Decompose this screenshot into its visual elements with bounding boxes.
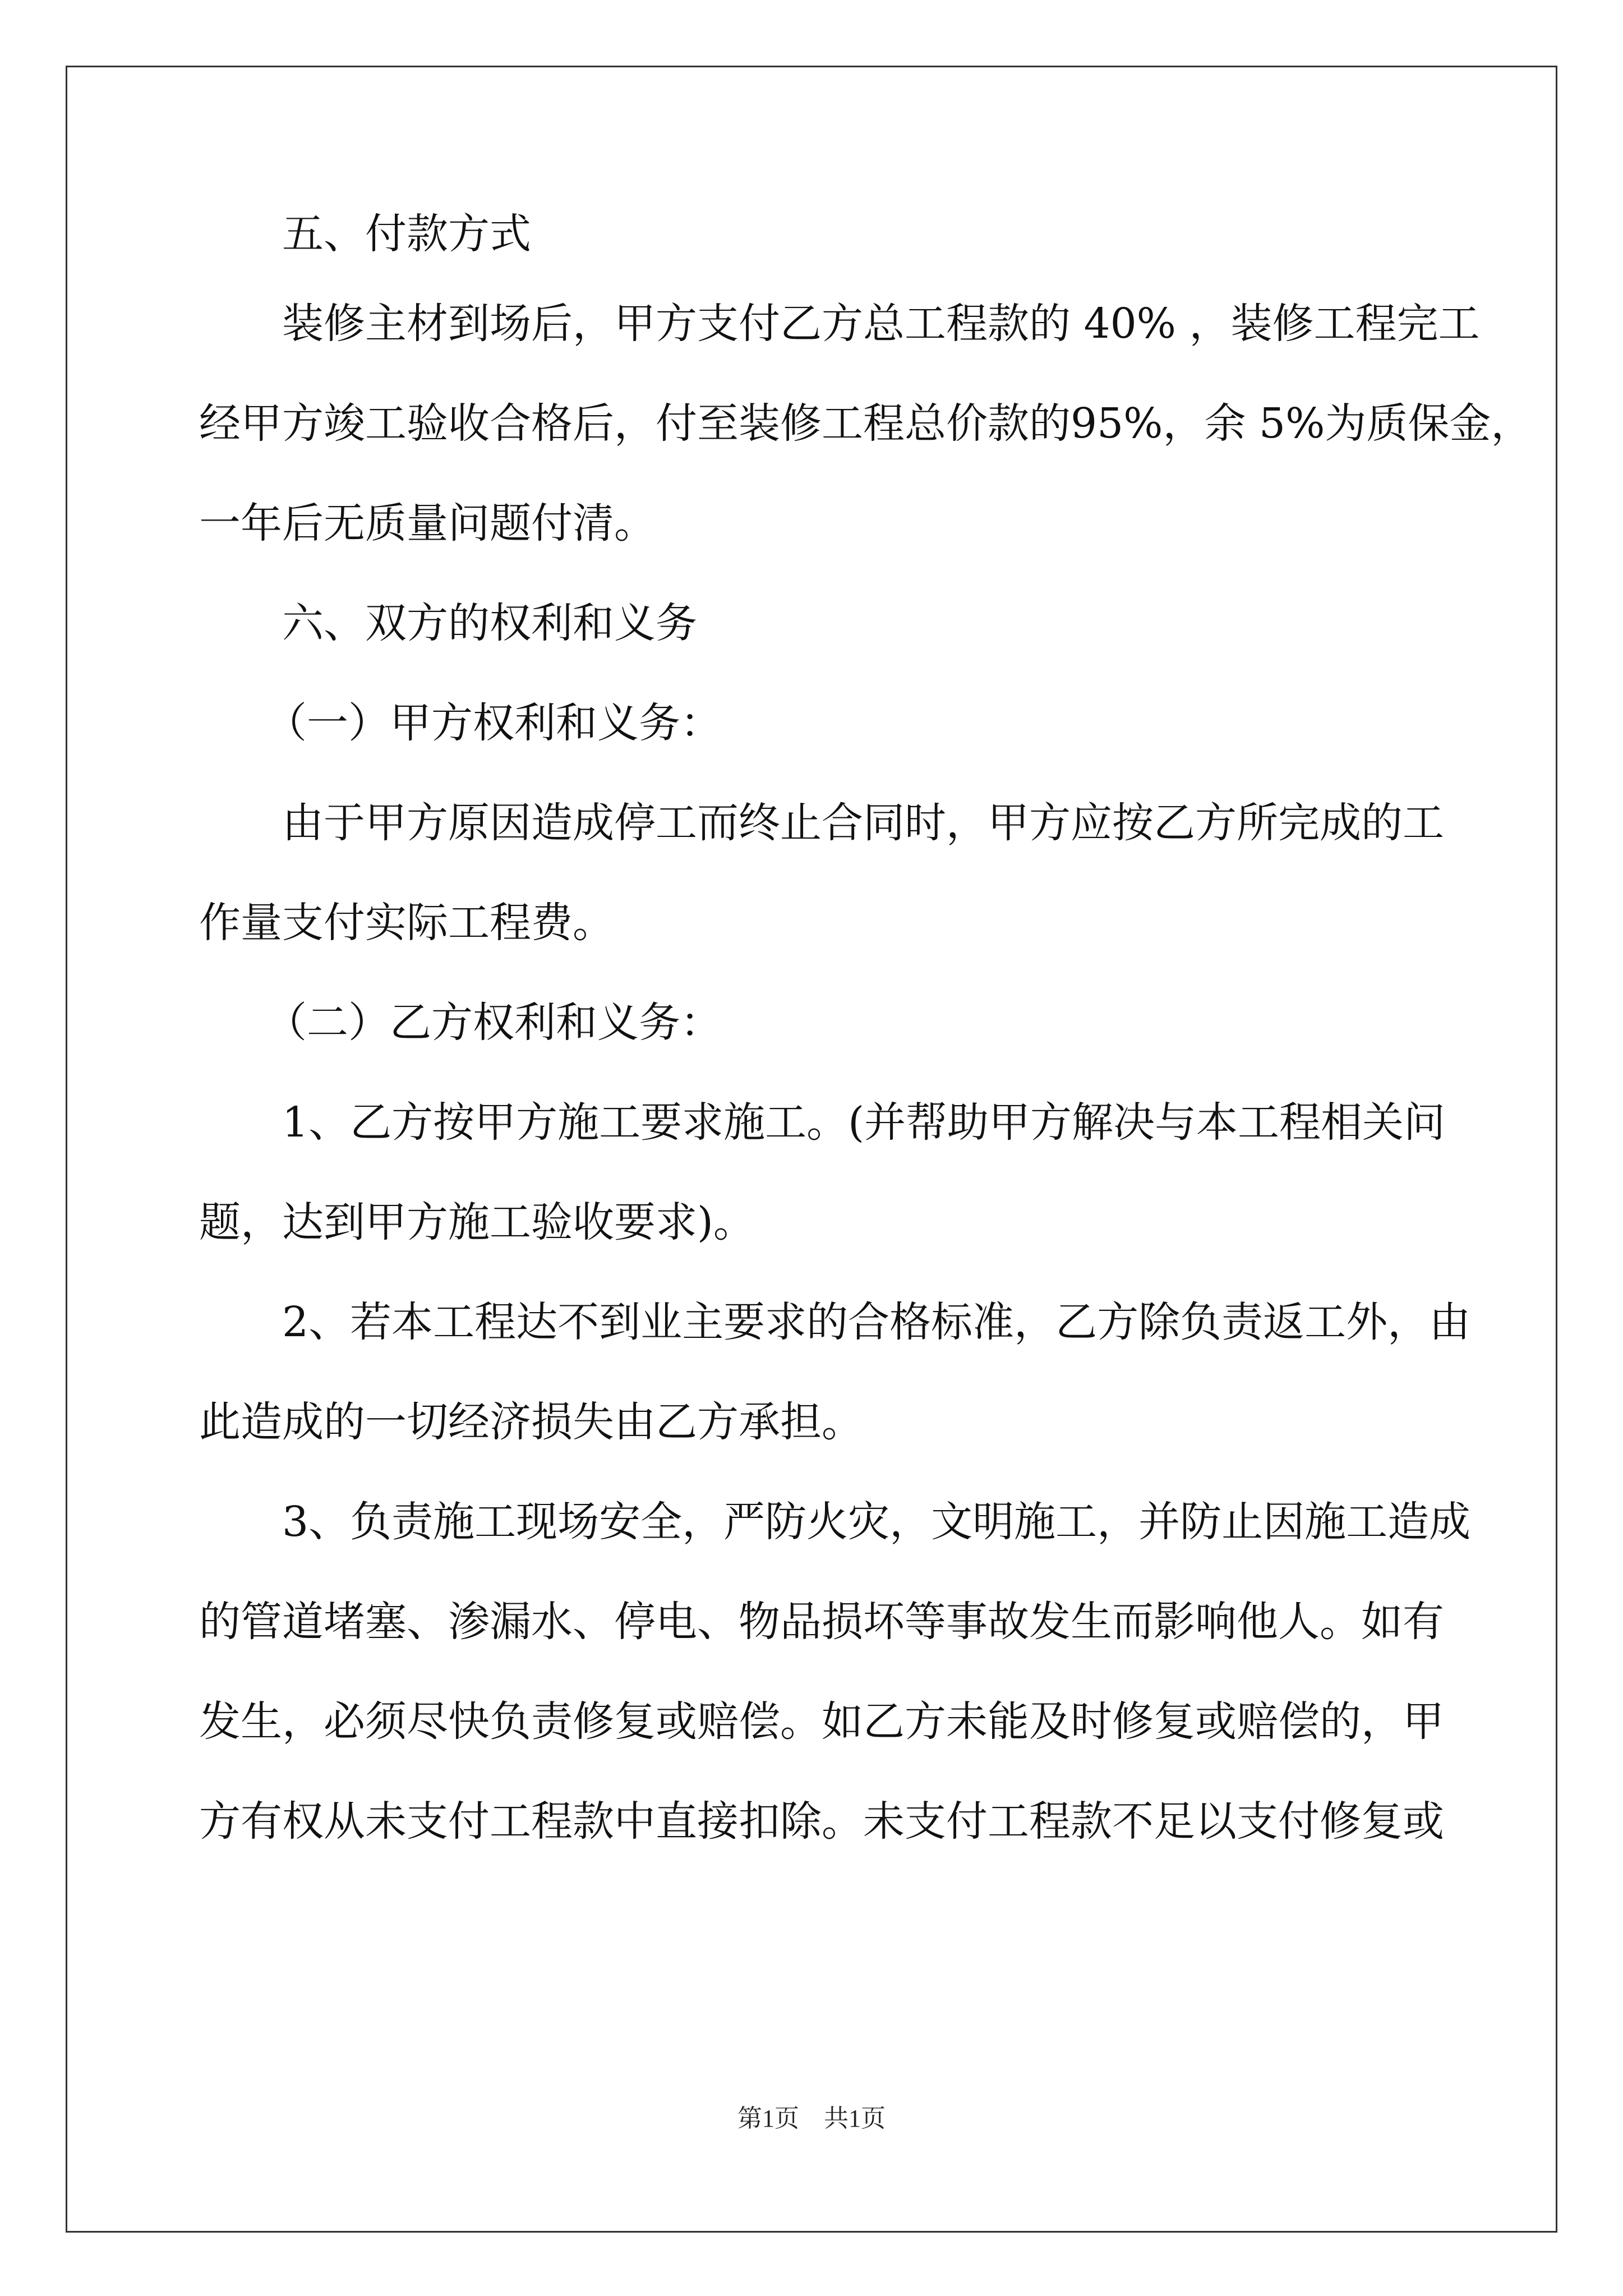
paragraph-line: 发生，必须尽快负责修复或赔偿。如乙方未能及时修复或赔偿的，甲: [199, 1697, 1444, 1746]
paragraph-line: 作量支付实际工程费。: [199, 899, 614, 947]
paragraph-line: 3、负责施工现场安全，严防火灾，文明施工，并防止因施工造成: [282, 1498, 1471, 1546]
paragraph-line: 的管道堵塞、渗漏水、停电、物品损坏等事故发生而影响他人。如有: [199, 1598, 1444, 1646]
paragraph-line: 经甲方竣工验收合格后，付至装修工程总价款的95%，余 5%为质保金，: [199, 399, 1533, 448]
paragraph-line: 题，达到甲方施工验收要求)。: [199, 1198, 755, 1246]
paragraph-line: 此造成的一切经济损失由乙方承担。: [199, 1398, 863, 1446]
paragraph-line: 一年后无质量问题付清。: [199, 499, 656, 547]
subsection-heading-party-b: （二）乙方权利和义务：: [265, 999, 722, 1047]
paragraph-line: 方有权从未支付工程款中直接扣除。未支付工程款不足以支付修复或: [199, 1797, 1444, 1846]
paragraph-line: 1、乙方按甲方施工要求施工。(并帮助甲方解决与本工程相关问: [282, 1098, 1445, 1147]
subsection-heading-party-a: （一）甲方权利和义务：: [265, 699, 722, 747]
page-border: [66, 66, 1557, 2233]
section-heading-payment: 五、付款方式: [282, 210, 531, 258]
paragraph-line: 2、若本工程达不到业主要求的合格标准，乙方除负责返工外，由: [282, 1298, 1471, 1346]
paragraph-line: 装修主材到场后，甲方支付乙方总工程款的 40% ，装修工程完工: [282, 300, 1480, 348]
page-footer: 第1页 共1页: [737, 2105, 886, 2132]
section-heading-rights: 六、双方的权利和义务: [282, 599, 697, 647]
paragraph-line: 由于甲方原因造成停工而终止合同时，甲方应按乙方所完成的工: [282, 799, 1444, 847]
